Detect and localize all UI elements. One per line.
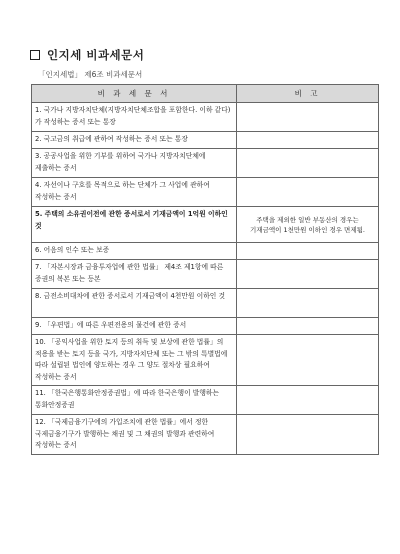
- remark-cell: [237, 103, 379, 132]
- exempt-document-cell: 5. 주택의 소유권이전에 관한 증서로서 기재금액이 1억원 이하인 것: [32, 207, 237, 243]
- header-exempt-documents: 비 과 세 문 서: [32, 85, 237, 103]
- header-remarks: 비 고: [237, 85, 379, 103]
- exempt-document-cell: 9. 「우편법」에 따른 우편전용의 물건에 관한 증서: [32, 318, 237, 335]
- exempt-document-cell: 12. 「국제금융기구에의 가입조치에 관한 법률」에서 정한 국제금융기구가 발행하는 채권 및 그 채권의 발행과 관련하여 작성하는 증서: [32, 415, 237, 455]
- exempt-document-cell: 1. 국가나 지방자치단체(지방자치단체조합을 포함한다. 이하 같다)가 작성하는 증서 또는 통장: [32, 103, 237, 132]
- remark-cell: [237, 178, 379, 207]
- remark-cell: [237, 243, 379, 260]
- table-row: [32, 289, 379, 318]
- table-row: [32, 243, 379, 260]
- table-header-row: [32, 85, 379, 103]
- exempt-document-cell: 10. 「공익사업을 위한 토지 등의 취득 및 보상에 관한 법률」의 적용을 받는 토지 등을 국가, 지방자치단체 또는 그 밖의 특별법에 따라 설립된 법인에 양도하는 경우 그 양도 절차상 필요하여 작성하는 증서: [32, 335, 237, 386]
- exempt-document-cell: 7. 「자본시장과 금융투자업에 관한 법률」 제4조 제1항에 따른 증권의 복본 또는 등본: [32, 260, 237, 289]
- remark-cell: 주택을 제외한 일반 부동산의 경우는 기재금액이 1천만원 이하인 경우 면제됨.: [237, 207, 379, 243]
- table-row: [32, 178, 379, 207]
- legal-reference: 「인지세법」 제6조 비과세문서: [38, 70, 143, 79]
- exempt-document-cell: 8. 금전소비대차에 관한 증서로서 기재금액이 4천만원 이하인 것: [32, 289, 237, 318]
- title-text: 인지세 비과세문서: [47, 48, 145, 62]
- table-row: [32, 318, 379, 335]
- document-title: [30, 48, 144, 62]
- tax-exempt-documents-table: [31, 84, 379, 455]
- remark-cell: [237, 260, 379, 289]
- table-row: [32, 415, 379, 455]
- remark-cell: [237, 132, 379, 149]
- table-row: [32, 260, 379, 289]
- table-row: [32, 149, 379, 178]
- table-row: [32, 386, 379, 415]
- table-row: [32, 207, 379, 243]
- exempt-document-cell: 2. 국고금의 취급에 관하여 작성하는 증서 또는 통장: [32, 132, 237, 149]
- table-row: [32, 103, 379, 132]
- remark-cell: [237, 289, 379, 318]
- exempt-document-cell: 3. 공공사업을 위한 기부를 위하여 국가나 지방자치단체에 제출하는 증서: [32, 149, 237, 178]
- exempt-document-cell: 11. 「한국은행통화안정증권법」에 따라 한국은행이 발행하는 통화안정증권: [32, 386, 237, 415]
- remark-cell: [237, 318, 379, 335]
- table-row: [32, 132, 379, 149]
- square-bullet-icon: [30, 50, 40, 60]
- exempt-document-cell: 4. 자선이나 구호를 목적으로 하는 단체가 그 사업에 관하여 작성하는 증서: [32, 178, 237, 207]
- remark-cell: [237, 415, 379, 455]
- remark-cell: [237, 386, 379, 415]
- exempt-document-cell: 6. 어음의 인수 또는 보증: [32, 243, 237, 260]
- remark-cell: [237, 149, 379, 178]
- remark-cell: [237, 335, 379, 386]
- table-row: [32, 335, 379, 386]
